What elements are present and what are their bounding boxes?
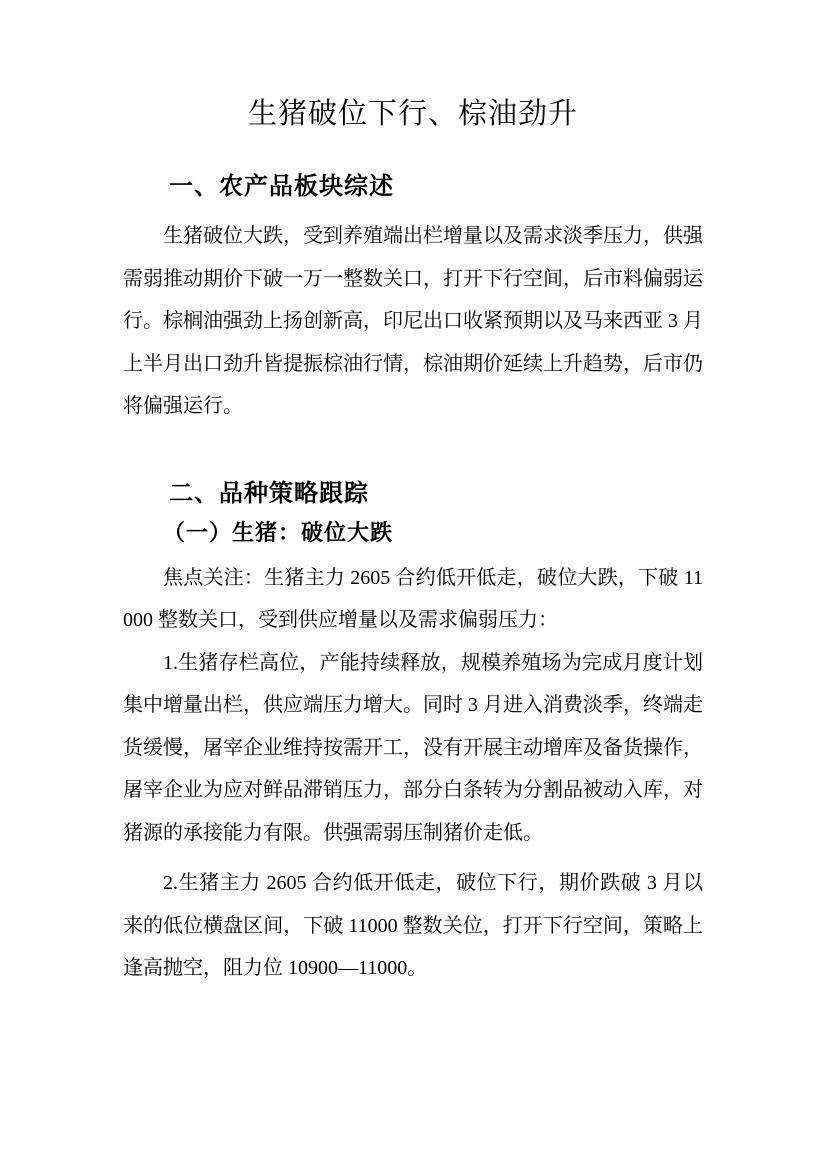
supply-demand-paragraph: 1.生猪存栏高位，产能持续释放，规模养殖场为完成月度计划集中增量出栏，供应端压力增大。同时 3 月进入消费淡季，终端走货缓慢，屠宰企业维持按需开工，没有开展主动增库及备货操作，屠宰企业为应对鲜品滞销压力，部分白条转为分割品被动入库，对猪源的承接能力有限。供强需弱压制猪价走低。 (123, 651, 703, 844)
section-strategy-heading: 二、品种策略跟踪 (169, 479, 369, 507)
subsection-hog-heading: （一）生猪：破位大跌 (163, 519, 394, 545)
section-overview-heading: 一、农产品板块综述 (169, 173, 394, 200)
strategy-paragraph: 2.生猪主力 2605 合约低开低走，破位下行，期价跌破 3 月以来的低位横盘区间，下破 11000 整数关位，打开下行空间，策略上逢高抛空，阻力位 10900—11000。 (123, 872, 703, 979)
section-strategy (123, 479, 703, 990)
section-overview (123, 172, 703, 428)
focus-paragraph: 焦点关注：生猪主力 2605 合约低开低走，破位大跌，下破 11000 整数关口，受到供应增量以及需求偏弱压力： (123, 566, 703, 631)
document-title: 生猪破位下行、棕油劲升 (247, 98, 578, 130)
overview-paragraph: 生猪破位大跌，受到养殖端出栏增量以及需求淡季压力，供强需弱推动期价下破一万一整数关口，打开下行空间，后市料偏弱运行。棕榈油强劲上扬创新高，印尼出口收紧预期以及马来西亚 3 月上半月出口劲升皆提振棕油行情，棕油期价延续上升趋势，后市仍将偏强运行。 (123, 225, 703, 417)
